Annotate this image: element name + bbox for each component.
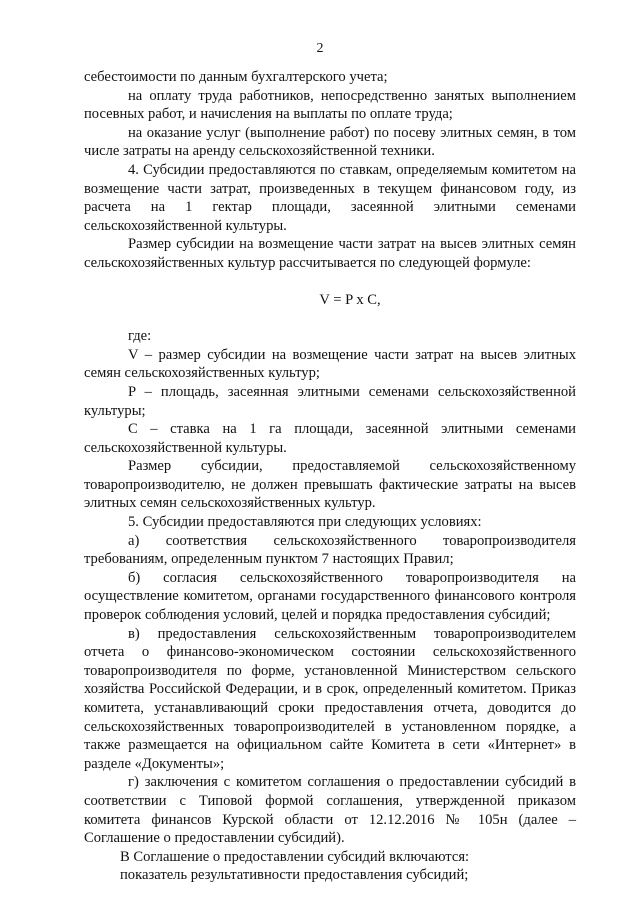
paragraph-item-5: 5. Субсидии предоставляются при следующих условиях:	[128, 514, 482, 531]
formula: V = P x C,	[319, 291, 381, 308]
paragraph-labor-costs: на оплату труда работников, непосредственно занятых выполнением посевных работ, и начисления на выплаты по оплате труда;	[84, 87, 576, 123]
condition-b: б) согласия сельскохозяйственного товаропроизводителя на осуществление комитетом, органами государственного финансового контроля проверок соблюдения условий, целей и порядка предоставления субсидий;	[84, 569, 576, 624]
paragraph-where: где:	[128, 328, 152, 345]
paragraph-agreement-includes: В Соглашение о предоставлении субсидий включаются:	[120, 848, 470, 865]
paragraph-cost-accounting: себестоимости по данным бухгалтерского учета;	[84, 69, 388, 85]
paragraph-formula-intro: Размер субсидии на возмещение части затрат на высев элитных семян сельскохозяйственных культур рассчитывается по следующей формуле:	[84, 236, 576, 271]
condition-g: г) заключения с комитетом соглашения о предоставлении субсидий в соответствии с Типовой формой соглашения, утвержденной приказом комитета финансов Курской области от 12.12.2016 № 105н (далее – Соглашение о предоставлении субсидий).	[84, 774, 576, 847]
paragraph-performance-indicator: показатель результативности предоставления субсидий;	[120, 867, 469, 884]
paragraph-subsidy-limit: Размер субсидии, предоставляемой сельскохозяйственному товаропроизводителю, не должен превышать фактические затраты на высев элитных семян сельскохозяйственных культур.	[84, 458, 576, 512]
definition-c: C – ставка на 1 га площади, засеянной элитными семенами сельскохозяйственной культуры.	[84, 421, 576, 456]
document-body	[84, 68, 576, 885]
page-number: 2	[316, 41, 324, 56]
definition-p: P – площадь, засеянная элитными семенами сельскохозяйственной культуры;	[84, 383, 576, 419]
paragraph-services-costs: на оказание услуг (выполнение работ) по посеву элитных семян, в том числе затраты на аренду сельскохозяйственной техники.	[84, 124, 576, 160]
condition-v: в) предоставления сельскохозяйственным товаропроизводителем отчета о финансово-экономическом состоянии сельскохозяйственного товаропроизводителя по форме, установленной Министерством сельского хозяйства Российской Федерации, и в срок, определенный комитетом. Приказ комитета, устанавливающий сроки предоставления отчета, доводится до сельскохозяйственных товаропроизводителей в установленном порядке, а также размещается на официальном сайте Комитета в сети «Интернет» в разделе «Документы»;	[84, 625, 576, 772]
condition-a: а) соответствия сельскохозяйственного товаропроизводителя требованиям, определенным пунктом 7 настоящих Правил;	[84, 532, 576, 568]
definition-v: V – размер субсидии на возмещение части затрат на высев элитных семян сельскохозяйственных культур;	[84, 346, 576, 382]
paragraph-item-4: 4. Субсидии предоставляются по ставкам, определяемым комитетом на возмещение части затрат, произведенных в текущем финансовом году, из расчета на 1 гектар площади, засеянной элитными семенами сельскохозяйственной культуры.	[84, 161, 576, 234]
